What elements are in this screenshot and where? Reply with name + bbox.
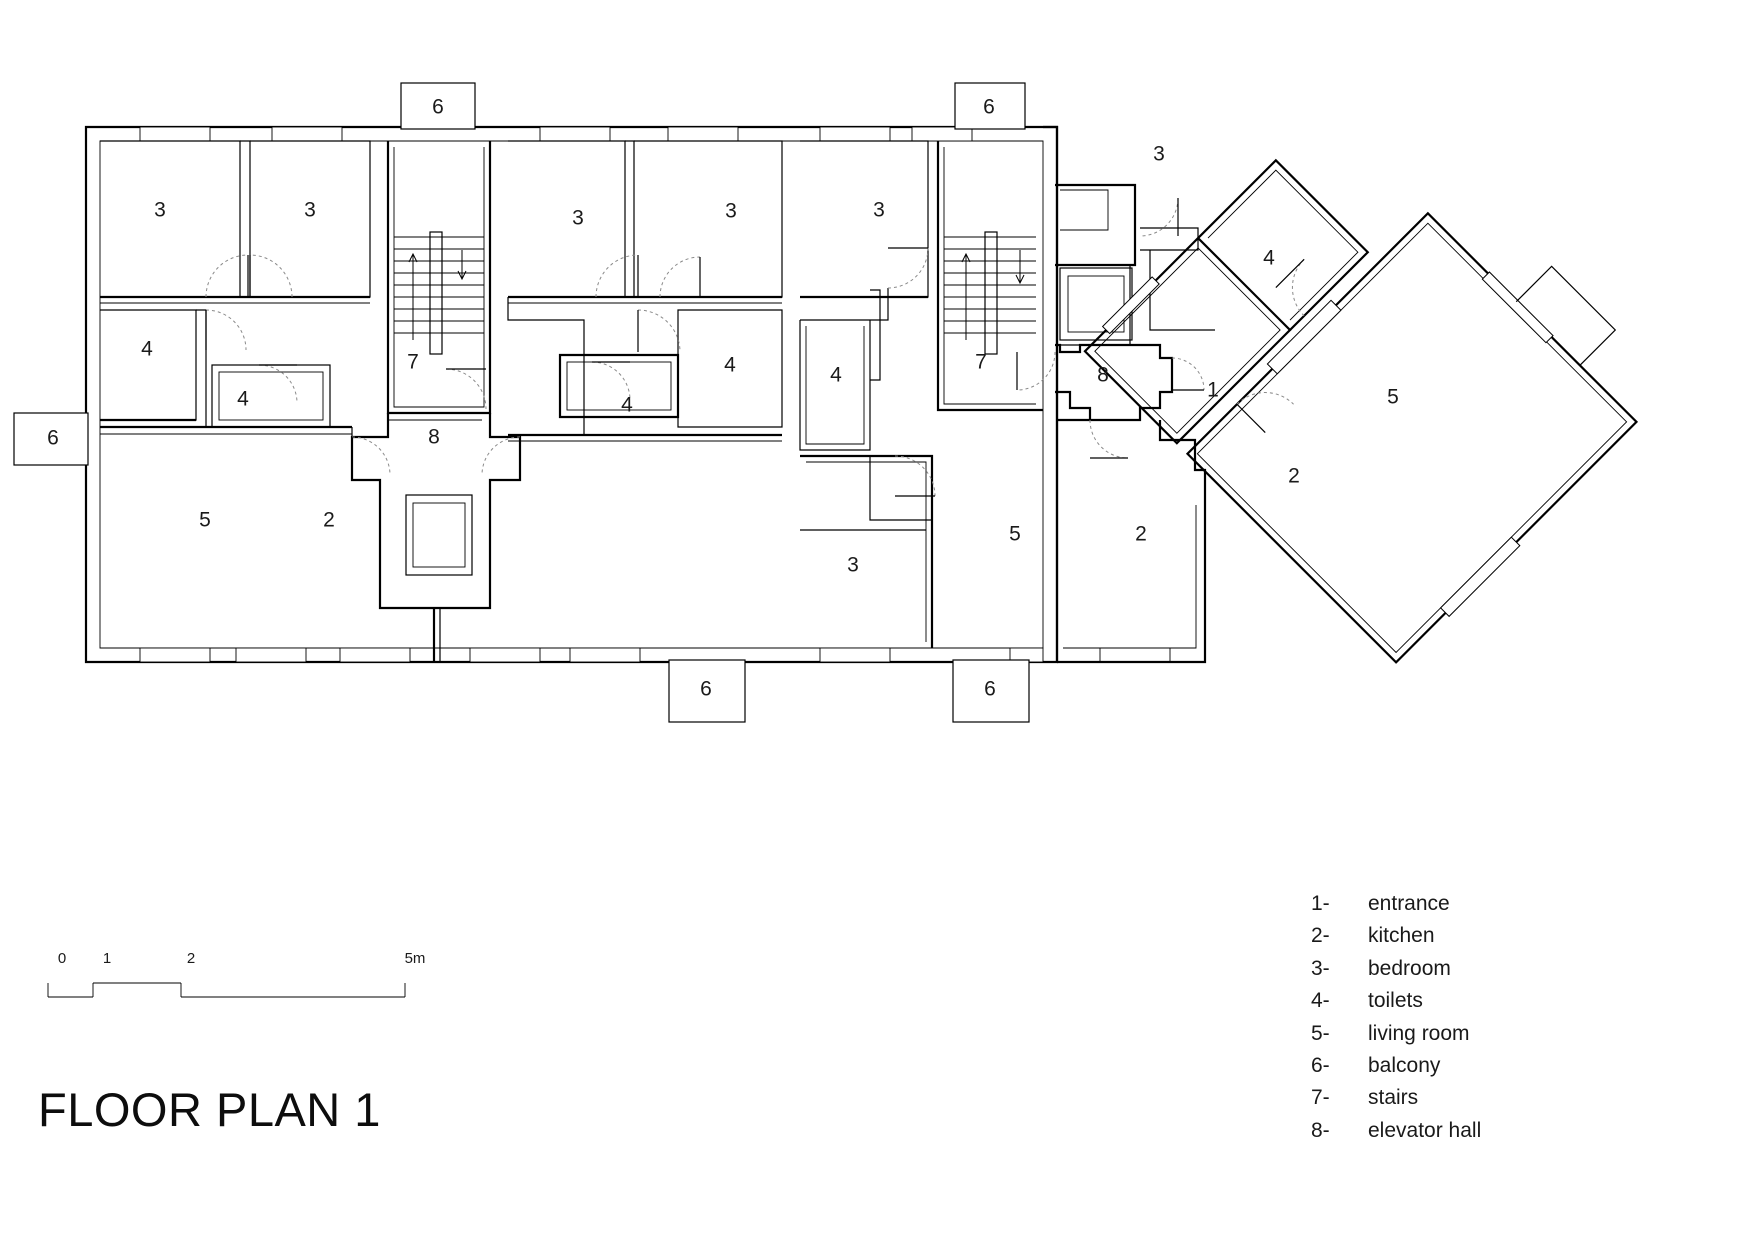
room-number: 3 xyxy=(847,553,859,577)
legend xyxy=(1311,892,1651,1151)
room-number: 4 xyxy=(141,337,153,361)
legend-item-label: toilets xyxy=(1368,989,1423,1013)
room-number: 8 xyxy=(428,425,440,449)
legend-item xyxy=(1311,1086,1651,1118)
room-number: 3 xyxy=(725,199,737,223)
legend-item-label: balcony xyxy=(1368,1053,1441,1077)
legend-item-key: 5- xyxy=(1311,1021,1330,1045)
room-number: 2 xyxy=(323,508,335,532)
legend-item-label: elevator hall xyxy=(1368,1118,1482,1142)
room-number: 6 xyxy=(983,95,995,119)
room-number: 6 xyxy=(432,95,444,119)
room-number: 7 xyxy=(407,350,419,374)
room-number: 3 xyxy=(154,198,166,222)
room-number: 2 xyxy=(1288,464,1300,488)
room-number: 3 xyxy=(873,198,885,222)
legend-item-label: bedroom xyxy=(1368,956,1451,980)
legend-item-key: 4- xyxy=(1311,989,1330,1013)
legend-item-label: kitchen xyxy=(1368,924,1435,948)
room-number: 5 xyxy=(1387,385,1399,409)
room-number: 2 xyxy=(1135,522,1147,546)
legend-item xyxy=(1311,924,1651,956)
room-number: 3 xyxy=(1153,142,1165,166)
legend-item xyxy=(1311,1022,1651,1054)
scale-tick-label: 0 xyxy=(57,950,67,967)
page-title: FLOOR PLAN 1 xyxy=(38,1083,381,1136)
room-number: 5 xyxy=(1009,522,1021,546)
legend-item-key: 1- xyxy=(1311,892,1330,915)
scale-tick-label: 2 xyxy=(186,950,196,967)
legend-item-key: 8- xyxy=(1311,1118,1330,1142)
legend-item xyxy=(1311,989,1651,1021)
room-number: 4 xyxy=(237,387,249,411)
room-number: 5 xyxy=(199,508,211,532)
legend-item-label: living room xyxy=(1368,1021,1470,1045)
room-number: 8 xyxy=(1097,363,1109,387)
room-number: 7 xyxy=(975,350,987,374)
scale-bar xyxy=(48,950,468,1000)
legend-item-key: 3- xyxy=(1311,956,1330,980)
room-number: 6 xyxy=(700,677,712,701)
room-number: 1 xyxy=(1207,378,1219,402)
legend-item-label: stairs xyxy=(1368,1086,1419,1110)
room-number: 6 xyxy=(984,677,996,701)
legend-item-key: 2- xyxy=(1311,924,1330,948)
scale-tick-label: 5m xyxy=(404,950,426,967)
room-number: 4 xyxy=(724,353,736,377)
room-number: 3 xyxy=(304,198,316,222)
legend-item-key: 7- xyxy=(1311,1086,1330,1110)
scale-tick-label: 1 xyxy=(102,950,112,967)
room-number: 4 xyxy=(1263,246,1275,270)
legend-item-label: entrance xyxy=(1368,892,1450,915)
legend-item xyxy=(1311,957,1651,989)
room-number: 6 xyxy=(47,426,59,450)
legend-item xyxy=(1311,892,1651,924)
legend-item xyxy=(1311,1054,1651,1086)
room-number: 4 xyxy=(830,363,842,387)
room-number: 4 xyxy=(621,393,633,417)
legend-item xyxy=(1311,1119,1651,1151)
room-number: 3 xyxy=(572,206,584,230)
legend-item-key: 6- xyxy=(1311,1053,1330,1077)
